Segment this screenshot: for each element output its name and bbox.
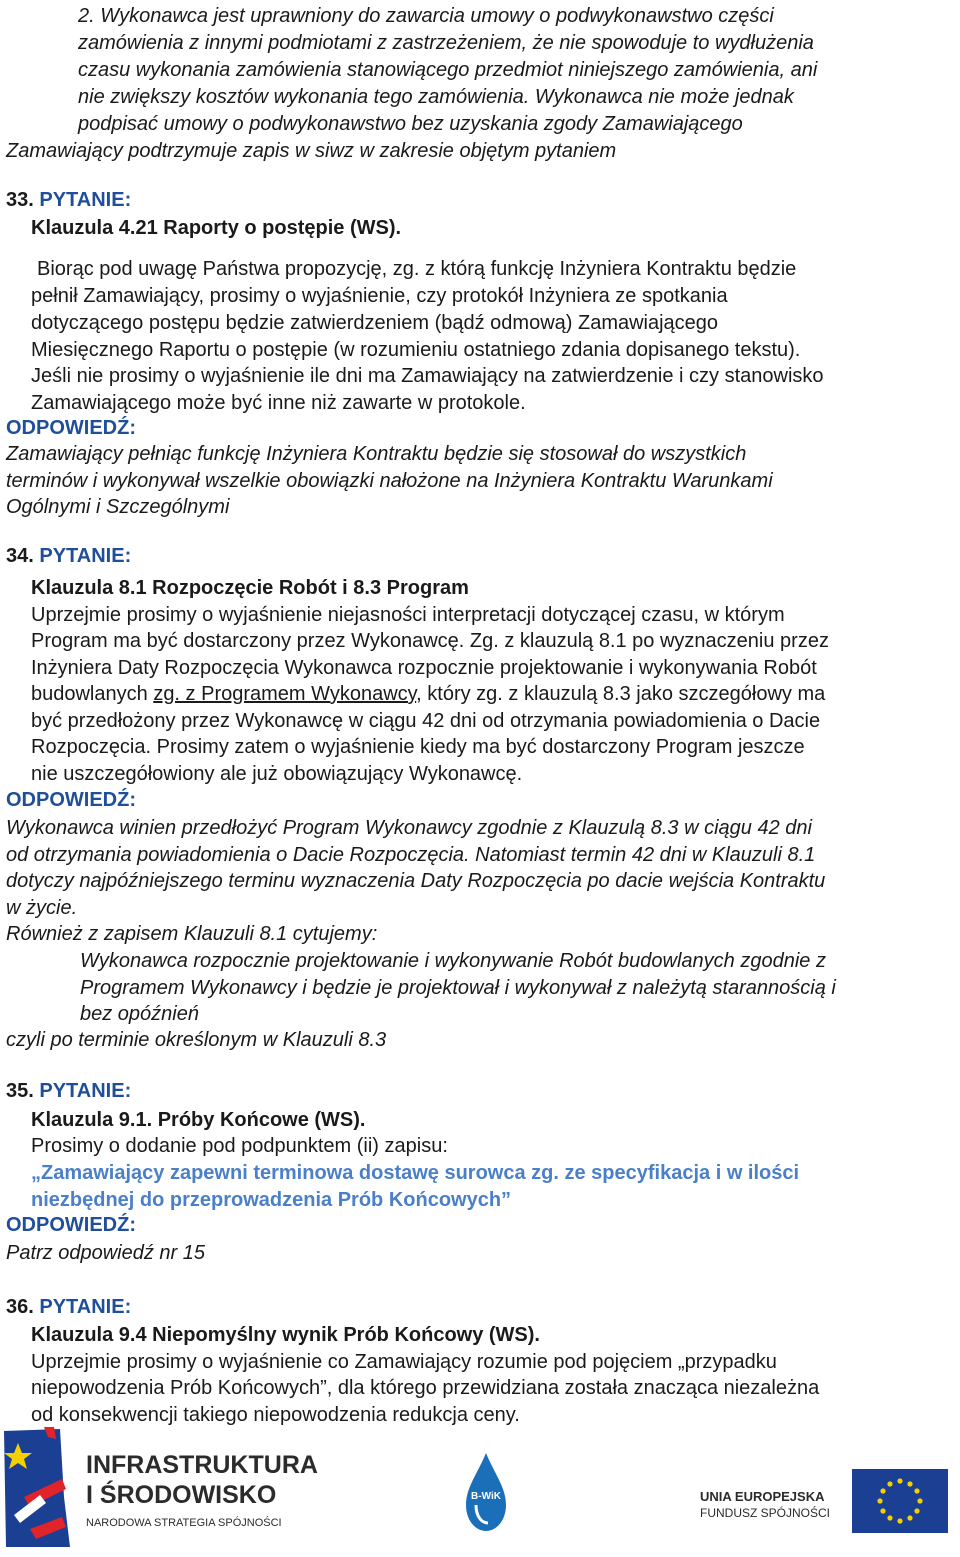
q33-body-line: Miesięcznego Raportu o postępie (w rozumieniu ostatniego zdania dopisanego tekstu). [31, 339, 801, 361]
q36-body-line: niepowodzenia Prób Końcowych”, dla którego przewidziana została znacząca niezależna [31, 1377, 820, 1399]
q35-number: 35. [6, 1080, 34, 1102]
footer-logos [0, 1425, 960, 1551]
logo-left-line1: INFRASTRUKTURA [86, 1451, 318, 1479]
q36-label: PYTANIE: [39, 1296, 132, 1318]
q35-label: PYTANIE: [39, 1080, 132, 1102]
q33-answer-line: Zamawiający pełniąc funkcję Inżyniera Kontraktu będzie się stosował do wszystkich [6, 443, 747, 465]
p2-line: 2. Wykonawca jest uprawniony do zawarcia umowy o podwykonawstwo części [78, 5, 774, 27]
q34-clause: Klauzula 8.1 Rozpoczęcie Robót i 8.3 Program [31, 577, 469, 599]
p2-line: nie zwiększy kosztów wykonania tego zamówienia. Wykonawca nie może jednak [78, 86, 794, 108]
q34-body-line: Inżyniera Daty Rozpoczęcia Wykonawca rozpocznie projektowanie i wykonywania Robót [31, 657, 817, 679]
logo-center-text: B-WiK [471, 1491, 501, 1502]
q33-body-line: Zamawiającego może być inne niż zawarte w protokole. [31, 392, 526, 414]
q34-line4-underlined: zg. z Programem Wykonawcy [153, 683, 417, 705]
q36-body-line: od konsekwencji takiego niepowodzenia redukcja ceny. [31, 1404, 520, 1426]
page-footer [0, 1425, 960, 1551]
q36-body-line: Uprzejmie prosimy o wyjaśnienie co Zamawiający rozumie pod pojęciem „przypadku [31, 1351, 777, 1373]
p2-line: zamówienia z innymi podmiotami z zastrzeżeniem, że nie spowoduje to wydłużenia [78, 32, 814, 54]
q33-label: PYTANIE: [39, 189, 132, 211]
q34-answer-line: od otrzymania powiadomienia o Dacie Rozpoczęcia. Natomiast termin 42 dni w Klauzuli 8.1 [6, 844, 816, 866]
q33-body-line: dotyczącego postępu będzie zatwierdzeniem (bądź odmową) Zamawiającego [31, 312, 719, 334]
infrastruktura-logo [4, 1427, 318, 1547]
q33-body-line: pełnił Zamawiający, prosimy o wyjaśnienie, czy protokół Inżyniera ze spotkania [31, 285, 728, 307]
q33-answer-line: Ogólnymi i Szczególnymi [6, 496, 230, 518]
p2-line: podpisać umowy o podwykonawstwo bez uzyskania zgody Zamawiającego [78, 113, 743, 135]
q35-quote-line: niezbędnej do przeprowadzenia Prób Końcowych” [31, 1189, 512, 1211]
q34-body-line: być przedłożony przez Wykonawcę w ciągu 42 dni od otrzymania powiadomienia o Dacie [31, 710, 821, 732]
q36-heading [6, 1294, 131, 1320]
q35-answer: Patrz odpowiedź nr 15 [6, 1242, 206, 1264]
q33-answer-label: ODPOWIEDŹ: [6, 417, 136, 439]
q35-answer-label: ODPOWIEDŹ: [6, 1214, 136, 1236]
q34-label: PYTANIE: [39, 545, 132, 567]
q35-quote-line: „Zamawiający zapewni terminowa dostawę surowca zg. ze specyfikacja i w ilości [31, 1162, 800, 1184]
q34-body-line: Rozpoczęcia. Prosimy zatem o wyjaśnienie kiedy ma być dostarczony Program jeszcze [31, 736, 805, 758]
q34-body-line: nie uszczegółowiony ale już obowiązujący Wykonawcę. [31, 763, 523, 785]
q34-quote-line: Programem Wykonawcy i będzie je projektował i wykonywał z należytą starannością i [80, 977, 836, 999]
q34-answer-line: Również z zapisem Klauzuli 8.1 cytujemy: [6, 923, 378, 945]
q35-clause: Klauzula 9.1. Próby Końcowe (WS). [31, 1109, 366, 1131]
q36-number: 36. [6, 1296, 34, 1318]
p2-line: czasu wykonania zamówienia stanowiącego przedmiot niniejszego zamówienia, ani [78, 59, 818, 81]
q34-line4-pre: budowlanych [31, 683, 154, 705]
q34-body-line-4 [31, 681, 825, 707]
q33-body-line: Biorąc pod uwagę Państwa propozycję, zg. z którą funkcję Inżyniera Kontraktu będzie [37, 258, 797, 280]
p2-answer: Zamawiający podtrzymuje zapis w siwz w zakresie objętym pytaniem [6, 140, 617, 162]
q33-clause: Klauzula 4.21 Raporty o postępie (WS). [31, 217, 402, 239]
q36-clause: Klauzula 9.4 Niepomyślny wynik Prób Końcowy (WS). [31, 1324, 540, 1346]
logo-right-line2: FUNDUSZ SPÓJNOŚCI [700, 1506, 831, 1520]
q33-body-line: Jeśli nie prosimy o wyjaśnienie ile dni ma Zamawiający na zatwierdzenie i czy stanowisko [31, 365, 824, 387]
logo-left-line2: I ŚRODOWISKO [86, 1481, 277, 1509]
q34-answer-end: czyli po terminie określonym w Klauzuli 8.3 [6, 1029, 387, 1051]
q34-line4-post: , który zg. z klauzulą 8.3 jako szczegółowy ma [416, 683, 826, 705]
q33-heading [6, 187, 131, 213]
q34-heading [6, 543, 131, 569]
q34-number: 34. [6, 545, 34, 567]
q35-heading [6, 1078, 131, 1104]
q33-number: 33. [6, 189, 34, 211]
q34-quote-line: Wykonawca rozpocznie projektowanie i wykonywanie Robót budowlanych zgodnie z [80, 950, 826, 972]
q34-answer-label: ODPOWIEDŹ: [6, 789, 136, 811]
q34-answer-line: Wykonawca winien przedłożyć Program Wykonawcy zgodnie z Klauzulą 8.3 w ciągu 42 dni [6, 817, 812, 839]
q34-answer-line: w życie. [6, 897, 78, 919]
q34-quote-line: bez opóźnień [80, 1003, 199, 1025]
bwik-logo [466, 1453, 506, 1531]
logo-left-line3: NARODOWA STRATEGIA SPÓJNOŚCI [86, 1517, 282, 1529]
q33-answer-line: terminów i wykonywał wszelkie obowiązki nałożone na Inżyniera Kontraktu Warunkami [6, 470, 773, 492]
q35-body: Prosimy o dodanie pod podpunktem (ii) zapisu: [31, 1135, 448, 1157]
q34-answer-line: dotyczy najpóźniejszego terminu wyznaczenia Daty Rozpoczęcia po dacie wejścia Kontraktu [6, 870, 826, 892]
q34-body-line: Program ma być dostarczony przez Wykonawcę. Zg. z klauzulą 8.1 po wyznaczeniu przez [31, 630, 829, 652]
q34-body-line: Uprzejmie prosimy o wyjaśnienie niejasności interpretacji dotyczącej czasu, w którym [31, 604, 785, 626]
logo-right-line1: UNIA EUROPEJSKA [700, 1489, 825, 1504]
eu-logo [700, 1469, 948, 1533]
